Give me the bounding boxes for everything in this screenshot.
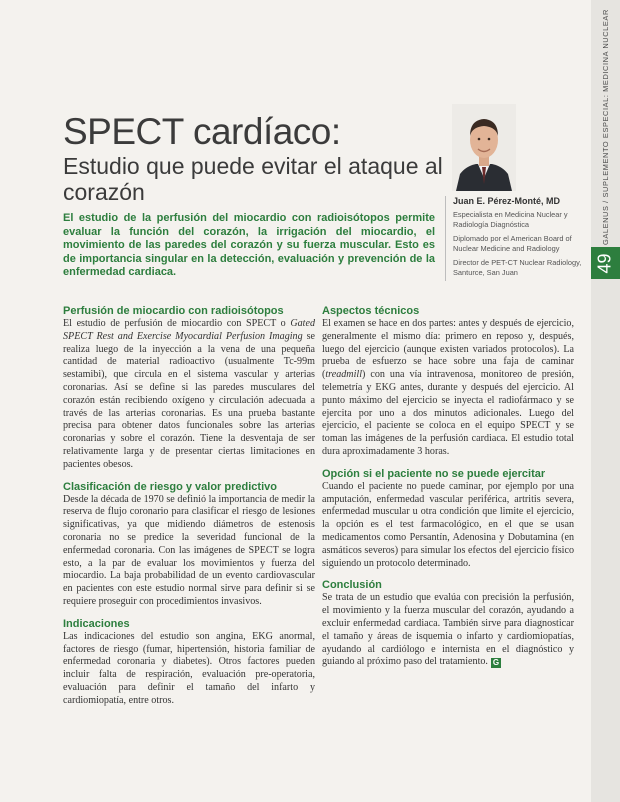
opcion-body: Cuando el paciente no puede caminar, por ejemplo por una amputación, enfermedad vascular periférica, artritis severa, enfermedad muscular u otra condición que limite el ejercicio, la opción es el test farmacológico, en el que se usan medicamentos como Persantín, Adenosina y Dobutamina (en asmáticos severos) para simular los efectos del ejercicio físico siguiendo un protocolo determinado.: [322, 480, 574, 569]
tecnicos-heading: Aspectos técnicos: [322, 305, 420, 317]
author-credential-1: Especialista en Medicina Nuclear y Radiología Diagnóstica: [453, 210, 568, 229]
riesgo-heading: Clasificación de riesgo y valor predictivo: [63, 480, 277, 493]
page-number: 49: [595, 252, 615, 274]
author-credential-3: Director de PET-CT Nuclear Radiology, Santurce, San Juan: [453, 258, 582, 277]
article-lead: El estudio de la perfusión del miocardio con radioisótopos permite evaluar la función del corazón, la irrigación del miocardio, el movimiento de las paredes del corazón y su fuerza muscular. Esto es de importancia singular en la detección, evaluación y prevención de la enfermedad cardiaca.: [63, 212, 435, 278]
tecnicos-italic: treadmill: [325, 369, 363, 381]
perfusion-heading: Perfusión de miocardio con radioisótopos: [63, 305, 284, 317]
perfusion-italic: Gated SPECT Rest and Exercise Myocardial Perfusion Imaging: [63, 318, 315, 342]
page-number-box: [591, 247, 620, 279]
indicaciones-heading: Indicaciones: [63, 617, 130, 630]
running-header: GALENUS / SUPLEMENTO ESPECIAL: MEDICINA NUCLEAR: [601, 9, 610, 245]
author-credential-2: Diplomado por el American Board of Nuclear Medicine and Radiology: [453, 234, 572, 253]
author-divider: [445, 196, 446, 281]
author-photo: [452, 104, 516, 191]
perfusion-body: El estudio de perfusión de miocardio con SPECT o Gated SPECT Rest and Exercise Myocardial Perfusion Imaging se realiza luego de la inyección a la vena de una pequeña cantidad de material radioactivo (usualmente Tc-99m sestamibi), que circula en el sistema vascular y arterias coronarias. Así se define si las paredes musculares del corazón están recibiendo oxígeno y circulación adecuada a través de las arterias coronarias. Es una prueba bastante precisa para obtener datos funcionales sobre las arterias coronarias y sobre el corazón. Tiene la desventaja de ser relativamente larga y de presentar ciertas limitaciones en pacientes obesos.: [63, 318, 315, 470]
end-mark-icon: G: [492, 658, 500, 668]
opcion-heading: Opción si el paciente no se puede ejercitar: [322, 467, 546, 480]
author-name: Juan E. Pérez-Monté, MD: [453, 196, 561, 206]
tecnicos-body: El examen se hace en dos partes: antes y después de ejercicio, generalmente el mismo día: primero en reposo y, después, luego del ejercicio (aunque existen variados protocolos). La prueba de esfuerzo se hace sobre una faja de caminar (treadmill) con una vía intravenosa, monitoreo de presión, telemetría y EKG antes, durante y después del ejercicio. Al punto máximo del ejercicio se inyecta el radiofármaco y se ejercita por uno a dos minutos adicionales. Luego del ejercicio, el paciente se coloca en el equipo SPECT y se toman las imágenes de la perfusión cardiaca. El estudio total dura aproximadamente 3 horas.: [322, 318, 574, 457]
article-subtitle: Estudio que puede evitar el ataque al corazón: [63, 153, 443, 205]
conclusion-heading: Conclusión: [322, 579, 382, 592]
conclusion-body: Se trata de un estudio que evalúa con precisión la perfusión, el movimiento y la fuerza muscular del corazón, ayudando a excluir enfermedad cardiaca. También sirve para diagnosticar el tamaño y áreas de isquemia o infarto y cardiomiopatías, ayudando al cardiólogo e internista en el diagnóstico y guiando al próximo paso del tratamiento. G: [322, 592, 574, 668]
indicaciones-body: Las indicaciones del estudio son angina, EKG anormal, factores de riesgo (fumar, hipertensión, historia familiar de enfermedad coronaria y diabetes). Otros factores pueden incluir falta de respiración, evaluación pre-operatoria, evaluación para definir el tamaño del infarto y cardiomiopatía, entre otros.: [63, 630, 315, 706]
left-column: [63, 304, 315, 716]
right-column: [322, 304, 574, 677]
article-title: SPECT cardíaco:: [63, 111, 341, 152]
riesgo-body: Desde la década de 1970 se definió la importancia de medir la reserva de flujo coronario para clasificar el riesgo de lesiones significativas, ya que midiendo diámetros de estenosis coronaria no se predice la severidad funcional de la enfermedad coronaria. Con las imágenes de SPECT se logra esto, a la par de evaluar los movimientos y fuerza del miocardio. La baja probabilidad de un evento cardiovascular en pacientes con este estudio normal sirve para definir si se requiere proseguir con procedimientos invasivos.: [63, 493, 315, 607]
